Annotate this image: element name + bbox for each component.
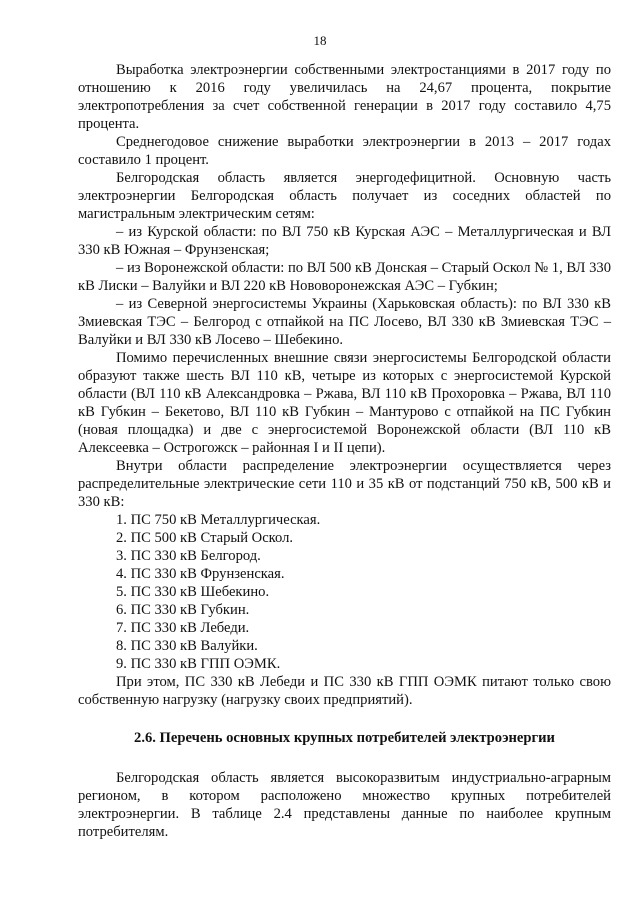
paragraph-voronezh: – из Воронежской области: по ВЛ 500 кВ Донская – Старый Оскол № 1, ВЛ 330 кВ Лиски – Валуйки и ВЛ 220 кВ Нововоронежская АЭС – Губкин; [78, 260, 611, 294]
list-item: 6. ПС 330 кВ Губкин. [116, 602, 250, 618]
paragraph-own-load: При этом, ПС 330 кВ Лебеди и ПС 330 кВ ГПП ОЭМК питают только свою собственную нагрузку (нагрузку своих предприятий). [78, 674, 611, 708]
paragraph-deficit: Белгородская область является энергодефицитной. Основную часть электроэнергии Белгородская область получает из соседних областей по магистральным электрическим сетям: [78, 170, 611, 222]
list-item: 5. ПС 330 кВ Шебекино. [116, 584, 270, 600]
page-number: 18 [313, 33, 327, 48]
paragraph-consumers: Белгородская область является высокоразвитым индустриально-аграрным регионом, в котором расположено множество крупных потребителей электроэнергии. В таблице 2.4 представлены данные по наиболее крупным потребителям. [78, 770, 611, 840]
section-heading: 2.6. Перечень основных крупных потребителей электроэнергии [134, 730, 555, 746]
paragraph-generation: Выработка электроэнергии собственными электростанциями в 2017 году по отношению к 2016 году увеличилась на 24,67 процента, покрытие электропотребления за счет собственной генерации в 2017 году составило 4,75 процента. [78, 62, 611, 132]
list-item: 2. ПС 500 кВ Старый Оскол. [116, 530, 294, 546]
list-item: 1. ПС 750 кВ Металлургическая. [116, 512, 321, 528]
list-item: 9. ПС 330 кВ ГПП ОЭМК. [116, 656, 281, 672]
list-item: 8. ПС 330 кВ Валуйки. [116, 638, 258, 654]
paragraph-distribution: Внутри области распределение электроэнергии осуществляется через распределительные электрические сети 110 и 35 кВ от подстанций 750 кВ, 500 кВ и 330 кВ: [78, 458, 611, 510]
list-item: 4. ПС 330 кВ Фрунзенская. [116, 566, 285, 582]
substation-list [78, 511, 611, 673]
paragraph-kursk: – из Курской области: по ВЛ 750 кВ Курская АЭС – Металлургическая и ВЛ 330 кВ Южная – Фрунзенская; [78, 224, 611, 258]
document-body [78, 61, 611, 841]
paragraph-external-links: Помимо перечисленных внешние связи энергосистемы Белгородской области образуют также шесть ВЛ 110 кВ, четыре из которых с энергосистемой Курской области (ВЛ 110 кВ Александровка – Ржава, ВЛ 110 кВ Прохоровка – Ржава, ВЛ 110 кВ Губкин – Бекетово, ВЛ 110 кВ Губкин – Мантурово с отпайкой на ПС Губкин (новая площадка) и две с энергосистемой Воронежской области (ВЛ 110 кВ Алексеевка – Острогожск – районная I и II цепи). [78, 350, 611, 456]
paragraph-decline: Среднегодовое снижение выработки электроэнергии в 2013 – 2017 годах составило 1 процент. [78, 134, 611, 168]
paragraph-ukraine: – из Северной энергосистемы Украины (Харьковская область): по ВЛ 330 кВ Змиевская ТЭС – Белгород с отпайкой на ПС Лосево, ВЛ 330 кВ Змиевская ТЭС – Валуйки и ВЛ 330 кВ Лосево – Шебекино. [78, 296, 611, 348]
list-item: 7. ПС 330 кВ Лебеди. [116, 620, 250, 636]
list-item: 3. ПС 330 кВ Белгород. [116, 548, 261, 564]
